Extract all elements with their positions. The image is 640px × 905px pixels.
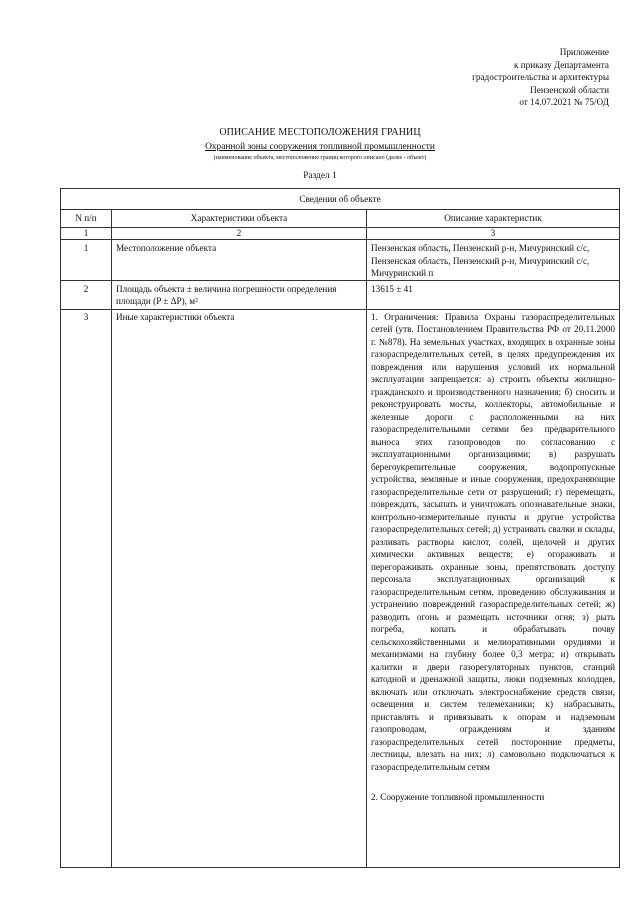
- object-info-table: [60, 188, 620, 868]
- restrictions-text: 1. Ограничения: Правила Охраны газораспределительных сетей (утв. Постановлением Правительства РФ от 20.11.2000 г. №878). На земельных участках, входящих в охранные зоны газораспределительных сетей, в целях предупреждения их повреждения или нарушения условий их нормальной эксплуатации запрещается: а) строить объекты жилищно-гражданского и производственного назначения; б) сносить и реконструировать мосты, коллекторы, автомобильные и железные дороги с расположенными на них газораспределительными сетями без предварительного выноса этих газопроводов по согласованию с эксплуатационными организациями; в) разрушать берегоукрепительные сооружения, водопропускные устройства, земляные и иные сооружения, предохраняющие газораспределительные сети от разрушений; г) перемещать, повреждать, засыпать и уничтожать опознавательные знаки, контрольно-измерительные пункты и другие устройства газораспределительных сетей; д) устраивать свалки и склады, разливать растворы кислот, солей, щелочей и других химически активных веществ; е) огораживать и перегораживать охранные зоны, препятствовать доступу персонала эксплуатационных организаций к газораспределительным сетям, проведению обслуживания и устранению повреждений газораспределительных сетей; ж) разводить огонь и размещать источники огня; з) рыть погреба, копать и обрабатывать почву сельскохозяйственными и мелиоративными орудиями и механизмами на глубину более 0,3 метра; и) открывать калитки и двери газорегуляторных пунктов, станций катодной и дренажной защиты, люки подземных колодцев, включать или отключать электроснабжение средств связи, освещения и систем телемеханики; к) набрасывать, приставлять и привязывать к опорам и надземным газопроводам, ограждениям и зданиям газораспределительных сетей посторонние предметы, лестницы, влезать на них; л) самовольно подключаться к газораспределительным сетям: [371, 311, 616, 772]
- table-caption: Сведения об объекте: [61, 189, 620, 210]
- paragraph-gap: [371, 773, 615, 791]
- structure-type-text: 2. Сооружение топливной промышленности: [371, 792, 545, 802]
- column-number: 1: [61, 228, 112, 240]
- header-cell: Описание характеристик: [367, 210, 620, 228]
- table-row: [61, 280, 620, 309]
- approval-line: к приказу Департамента: [513, 59, 609, 70]
- characteristic-name: Иные характеристики объекта: [112, 309, 367, 867]
- characteristic-name: Местоположение объекта: [112, 240, 367, 281]
- approval-block: [472, 46, 609, 109]
- characteristic-value-cell: [367, 309, 620, 867]
- column-number: 2: [112, 228, 367, 240]
- characteristic-value: Пензенская область, Пензенский р-н, Мичуринский с/с, Пензенская область, Пензенский р-н, Мичуринский с/с, Мичуринский п: [367, 240, 620, 281]
- row-number: 2: [61, 280, 112, 309]
- subtitle-note: (наименование объекта, местоположение границ которого описано (далее - объект): [213, 155, 427, 161]
- table-row: [61, 240, 620, 281]
- approval-line: Приложение: [559, 47, 609, 57]
- table-header-row: [61, 210, 620, 228]
- characteristic-name: Площадь объекта ± величина погрешности определения площади (P ± ΔP), м²: [112, 280, 367, 309]
- table-caption-row: [61, 189, 620, 210]
- row-number: 1: [61, 240, 112, 281]
- header-cell: Характеристики объекта: [112, 210, 367, 228]
- header-cell: N п/п: [61, 210, 112, 228]
- approval-line: градостроительства и архитектуры: [472, 72, 609, 82]
- table-row: [61, 309, 620, 867]
- column-number: 3: [367, 228, 620, 240]
- subtitle-text: Охранной зоны сооружения топливной промышленности: [205, 142, 435, 152]
- approval-line: Пензенской области: [530, 84, 609, 95]
- document-subtitle: [0, 142, 640, 152]
- characteristic-value: 13615 ± 41: [367, 280, 620, 309]
- column-number-row: [61, 228, 620, 240]
- approval-line: от 14.07.2021 № 75/ОД: [519, 97, 609, 107]
- document-title: ОПИСАНИЕ МЕСТОПОЛОЖЕНИЯ ГРАНИЦ: [219, 127, 421, 138]
- section-heading: Раздел 1: [303, 171, 337, 181]
- row-number: 3: [61, 309, 112, 867]
